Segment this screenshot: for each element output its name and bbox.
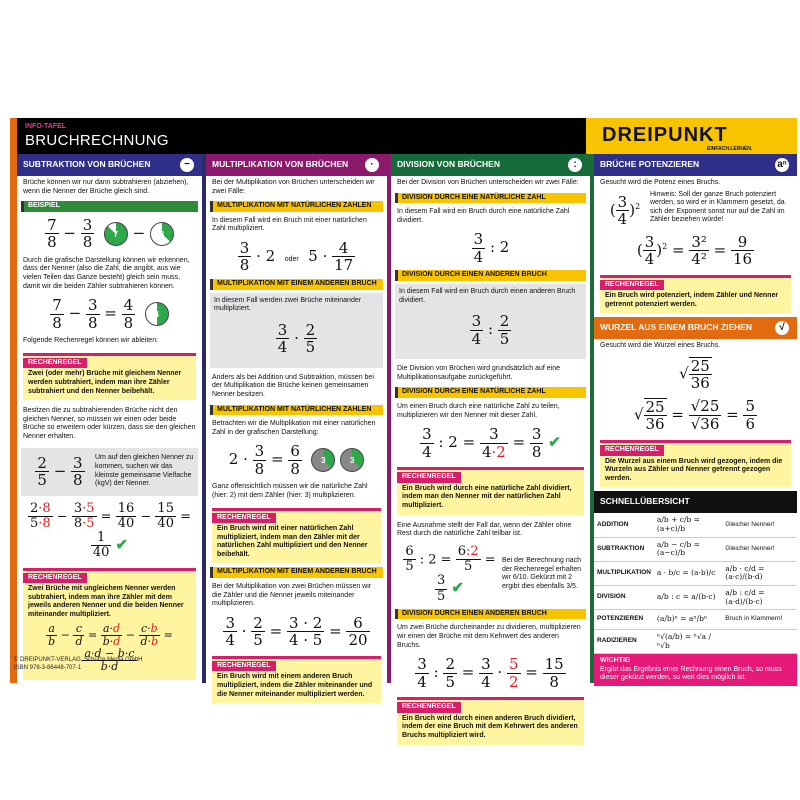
column-subtraction <box>17 154 206 683</box>
intro-text: Gesucht wird die Wurzel eines Bruchs. <box>600 342 721 350</box>
rule-text: Ein Bruch wird durch eine natürliche Zahl dividiert, indem man den Nenner mit der natürlichen Zahl multipliziert. <box>402 484 572 509</box>
rule-title: RECHENREGEL <box>212 661 276 672</box>
subsection-title: MULTIPLIKATION MIT EINEM ANDEREN BRUCH <box>210 279 383 290</box>
rule-text: Ein Bruch wird mit einem anderen Bruch multipliziert, indem die Zähler miteinander und die Nenner miteinander multipliziert werden. <box>217 673 373 698</box>
check-icon: ✔ <box>451 578 464 597</box>
formula: a/b − c/b = (a−c)/b <box>654 537 722 561</box>
sheet-tag: INFO-TAFEL <box>25 123 67 130</box>
gray-box: In diesem Fall werden zwei Brüche miteinander multipliziert. $\frac{3}{4}$ · $\frac{2}{5}$ <box>210 293 383 368</box>
copyright: © DREIPUNKT-VERLAG, Schulze Media GmbH <box>14 657 143 663</box>
important-title: WICHTIG <box>600 657 631 665</box>
example-label: BEISPIEL <box>21 201 198 212</box>
kgv-example: $\frac{2}{5}$ − $\frac{3}{8}$ Um auf den gleichen Nenner zu kommen, suchen wir das kleinste gemeinsame Vielfache (kgV) der Nenner. <box>21 448 198 496</box>
rule-text: Ein Bruch wird mit einer natürlichen Zahl multipliziert, indem man den Zähler mit der natürlichen Zahl multipliziert und den Nenner beibehält. <box>217 525 368 558</box>
rule-title: RECHENREGEL <box>600 280 664 291</box>
subsection-text: Betrachten wir die Multiplikation mit einer natürlichen Zahl in der grafischen Darstellung: <box>212 420 376 436</box>
subsection-text: Bei der Multiplikation von zwei Brüchen müssen wir die Zähler und die Nenner jeweils miteinander multiplizieren. <box>212 583 372 608</box>
exception-text: Eine Ausnahme stellt der Fall dar, wenn der Zähler ohne Rest durch die natürliche Zahl teilbar ist. <box>397 521 572 538</box>
subsection-text: In diesem Fall wird ein Bruch durch eine natürliche Zahl dividiert. <box>397 208 570 224</box>
formula: $\frac{3}{4}$ : 2 = $\frac{3}{4\cdot 2}$ = $\frac{3}{8}$ ✔ <box>422 425 561 461</box>
subsection-title: DIVISION DURCH EINEN ANDEREN BRUCH <box>395 270 586 281</box>
kgv-text: Um auf den gleichen Nenner zu kommen, suchen wir das kleinste gemeinsame Vielfache (kgV) der Nenner. <box>95 454 194 488</box>
column-multiplication <box>206 154 391 698</box>
root-formula: √ $\frac{25}{36}$ <box>679 356 710 393</box>
row-label: POTENZIEREN <box>594 610 654 630</box>
check-icon: ✔ <box>548 433 561 452</box>
pie-chart-icon: 3 <box>311 448 335 472</box>
rule-text: Ein Bruch wird potenziert, indem Zähler und Nenner getrennt potenziert werden. <box>605 292 779 308</box>
kgv-formula: $\frac{2\cdot 8}{5\cdot 8}$ − $\frac{3\cdot 5}{8\cdot 5}$ = $\frac{16}{40}$ − $\frac{15}{40}$ = $\frac{1}{40}$ ✔ <box>29 500 191 561</box>
formula: 2 · $\frac{3}{8}$ = $\frac{6}{8}$ 3 3 <box>206 440 387 480</box>
logo-slogan: EINFACH.LERNEN. <box>707 146 753 152</box>
table-row <box>594 537 797 561</box>
formula: ⁿ√(a/b) = ⁿ√a / ⁿ√b <box>654 630 722 654</box>
pie-chart-icon: 7 <box>104 222 128 246</box>
table-row <box>594 513 797 537</box>
formula: (a/b)ⁿ = aⁿ/bⁿ <box>654 610 722 630</box>
pie-chart-icon: 3 <box>340 448 364 472</box>
example-formula: $\frac{7}{8}$ − $\frac{3}{8}$ 7 − 3 <box>17 214 202 254</box>
summary-table <box>594 513 797 654</box>
rule-box <box>212 656 381 703</box>
rule-text: Ein Bruch wird durch einen anderen Bruch dividiert, indem der eine Bruch mit dem Kehrwert des anderen Bruchs multipliziert wird. <box>402 714 578 740</box>
intro-text: Bei der Division von Brüchen unterscheiden wir zwei Fälle: <box>397 179 579 186</box>
rule-title: RECHENREGEL <box>397 472 461 483</box>
sheet-title: BRUCHRECHNUNG <box>25 132 169 149</box>
note-text: Ganz offensichtlich müssen wir die natürliche Zahl (hier: 2) mit dem Zähler (hier: 3) multiplizieren. <box>212 483 368 499</box>
formula: $\frac{3}{4}$ · $\frac{2}{5}$ = $\frac{3 \cdot 2}{4 \cdot 5}$ = $\frac{6}{20}$ <box>225 613 368 650</box>
section-title: DIVISION VON BRÜCHEN <box>397 159 500 169</box>
section-title: BRÜCHE POTENZIEREN <box>600 159 700 169</box>
power-formula: ( $\frac{3}{4}$ )$^2$ = $\frac{\text{3²}}{\text{4²}}$ = $\frac{9}{16}$ <box>636 232 753 269</box>
formula: $\frac{3}{4}$ : 2 <box>473 230 510 266</box>
row-label: DIVISION <box>594 585 654 609</box>
row-label: ADDITION <box>594 513 654 537</box>
hint-text: Hinweis: Soll der ganze Bruch potenziert werden, so wird er in Klammern gesetzt, da sich der Exponent sonst nur auf die Zahl im Zähler beziehen würde! <box>650 190 785 224</box>
rule-title: RECHENREGEL <box>600 445 664 456</box>
section-header <box>17 154 202 176</box>
formula: $\frac{3}{8}$ · 2 oder 5 · $\frac{4}{17}$ <box>239 238 354 275</box>
or-text: oder <box>284 255 299 263</box>
subsection-title: DIVISION DURCH EINEN ANDEREN BRUCH <box>395 609 586 620</box>
intro-text: Gesucht wird die Potenz eines Bruchs. <box>600 179 721 186</box>
row-note: Gleicher Nenner! <box>722 537 797 561</box>
subsection-text: In diesem Fall wird ein Bruch durch einen anderen Bruch dividiert. <box>399 287 576 304</box>
rule-title: RECHENREGEL <box>23 573 87 584</box>
section-header <box>594 154 797 176</box>
subsection-title: MULTIPLIKATION MIT EINEM ANDEREN BRUCH <box>210 567 383 578</box>
root-result-formula: √ $\frac{25}{36}$ = $\frac{√25}{√36}$ = $\frac{5}{6}$ <box>633 397 756 434</box>
formula: a/b + c/b = (a+c)/b <box>654 513 722 537</box>
colon-icon: : <box>568 158 582 172</box>
different-denominator-text: Besitzen die zu subtrahierenden Brüche nicht den gleichen Nenner, so müssen wir einen oder beide Brüche so erweitern oder kürzen, dass sie den gleichen Nenner erhalten. <box>23 407 196 440</box>
pie-chart-icon: 3 <box>150 222 174 246</box>
intro-text: Brüche können wir nur dann subtrahieren (abziehen), wenn die Nenner der Brüche gleich sind. <box>23 179 189 195</box>
minus-icon: − <box>180 158 194 172</box>
rule-box: RECHENREGEL Zwei Brüche mit ungleichem Nenner werden subtrahiert, indem man ihre Zähler mit dem jeweils anderen Nenner und die beiden Nenner miteinander multipliziert. $\frac{a}{b}$ − $\frac{c}{d}$ = $\frac{a\cdot d}{b\cdot d}$ − $\frac{c\cdot b}{d\cdot b}$ = $\frac{a\cdot d - b\cdot c}{b\cdot d}$ <box>23 568 196 680</box>
pie-chart-icon: 4 <box>145 302 169 326</box>
rule-box <box>23 353 196 400</box>
rule-title: RECHENREGEL <box>23 358 87 369</box>
derive-text: Folgende Rechenregel können wir ableiten: <box>23 337 159 345</box>
row-note <box>722 630 797 654</box>
intro-text: Bei der Multiplikation von Brüchen unterscheiden wir zwei Fälle: <box>212 179 375 195</box>
section-header <box>594 317 797 339</box>
subsection-text: In diesem Fall werden zwei Brüche miteinander multipliziert. <box>214 296 362 313</box>
row-note: Gleicher Nenner! <box>722 513 797 537</box>
exception-note: Bei der Berechnung nach der Rechenregel erhalten wir 6/10. Gekürzt mit 2 ergibt dies ebenfalls 3/5. <box>502 557 581 590</box>
section-header <box>391 154 590 176</box>
rule-text: Zwei (oder mehr) Brüche mit gleichem Nenner werden subtrahiert, indem man ihre Zähler subtrahiert und den Nenner beibehält. <box>28 370 182 395</box>
root-icon: √ <box>775 321 789 335</box>
rule-title: RECHENREGEL <box>212 513 276 524</box>
rule-box <box>397 467 584 514</box>
table-row <box>594 610 797 630</box>
important-text: Ergibt das Ergebnis einer Rechnung einen Bruch, so muss dieser gekürzt werden, so weit dies möglich ist. <box>600 665 782 682</box>
subsection-title: MULTIPLIKATION MIT NATÜRLICHEN ZAHLEN <box>210 201 383 212</box>
subsection-text: In diesem Fall wird ein Bruch mit einer natürlichen Zahl multipliziert. <box>212 216 367 233</box>
subsection-text: Um einen Bruch durch eine natürliche Zahl zu teilen, multiplizieren wir den Nenner mit dieser Zahl. <box>397 402 560 419</box>
rule-box <box>600 275 791 314</box>
info-sheet <box>10 118 790 740</box>
formula: a · b/c = (a·b)/c <box>654 561 722 585</box>
gray-box: In diesem Fall wird ein Bruch durch einen anderen Bruch dividiert. $\frac{3}{4}$ : $\frac{2}{5}$ <box>395 284 586 359</box>
exception-example: $\frac{6}{5}$ : 2 = $\frac{6:2}{5}$ = $\frac{3}{5}$ ✔ Bei der Berechnung nach der Rechenregel erhalten wir 6/10. Gekürzt mit 2 ergibt dies ebenfalls 3/5. <box>391 542 590 607</box>
title-bar <box>17 118 797 154</box>
formula: a/b · c/d = (a·c)/(b·d) <box>722 561 797 585</box>
subsection-title: MULTIPLIKATION MIT NATÜRLICHEN ZAHLEN <box>210 405 383 416</box>
publisher-logo <box>586 118 797 154</box>
table-row <box>594 630 797 654</box>
row-label: SUBTRAKTION <box>594 537 654 561</box>
important-box <box>594 654 797 686</box>
formula: $\frac{3}{4}$ : $\frac{2}{5}$ = $\frac{3}{4}$ · $\frac{5}{2}$ = $\frac{15}{8}$ <box>417 655 564 691</box>
subsection-text: Um zwei Brüche durcheinander zu dividieren, multiplizieren wir einen der Brüche mit dem Kehrwert des anderen Bruchs. <box>397 624 581 649</box>
formula: a/b : c/d = (a·d)/(b·c) <box>722 585 797 609</box>
rule-text: Zwei Brüche mit ungleichem Nenner werden subtrahiert, indem man ihre Zähler mit dem jeweils anderen Nenner und die beiden Nenner miteinander multipliziert. <box>28 585 184 619</box>
section-header <box>594 491 797 513</box>
table-row <box>594 561 797 585</box>
rule-text: Die Wurzel aus einem Bruch wird gezogen, indem die Wurzeln aus Zähler und Nenner getrennt gezogen werden. <box>605 457 783 482</box>
column-powers <box>594 154 797 683</box>
rule-box <box>600 440 791 487</box>
power-icon: aⁿ <box>775 158 789 172</box>
difference-text: Anders als bei Addition und Subtraktion, müssen bei der Multiplikation die Brüche keinen gemeinsamen Nenner besitzen. <box>212 373 374 398</box>
subsection-title: DIVISION DURCH EINE NATÜRLICHE ZAHL <box>395 387 586 398</box>
rule-box <box>397 697 584 744</box>
power-hint: ( $\frac{3}{4}$ )$^2$ Hinweis: Soll der ganze Bruch potenziert werden, so wird er in Klammern gesetzt, da sich der Exponent sonst nur auf die Zahl im Zähler beziehen würde! <box>594 191 797 231</box>
footer <box>14 656 142 672</box>
section-title: SCHNELLÜBERSICHT <box>600 496 690 507</box>
row-label: RADIZIEREN <box>594 630 654 654</box>
row-note: Bruch in Klammern! <box>722 610 797 630</box>
check-icon: ✔ <box>115 535 129 554</box>
formula: a/b : c = a/(b·c) <box>654 585 722 609</box>
section-header <box>206 154 387 176</box>
section-title: WURZEL AUS EINEM BRUCH ZIEHEN <box>600 322 753 333</box>
isbn: ISBN 978-3-86448-707-1 <box>14 665 82 671</box>
explain-text: Durch die grafische Darstellung können wir erkennen, dass der Nenner (also die Zahl, die angibt, aus wie vielen Teilen das Ganze besteht) gleich sein muss, damit wir die beiden Zähler subtrahieren können. <box>23 256 190 290</box>
column-division <box>391 154 594 740</box>
subsection-title: DIVISION DURCH EINE NATÜRLICHE ZAHL <box>395 193 586 204</box>
section-title: MULTIPLIKATION VON BRÜCHEN <box>212 159 349 169</box>
result-formula: $\frac{7}{8}$ − $\frac{3}{8}$ = $\frac{4}{8}$ 4 <box>17 294 202 334</box>
division-back-text: Die Division von Brüchen wird grundsätzlich auf eine Multiplikationsaufgabe zurückgeführt. <box>397 365 561 381</box>
logo-name: DREIPUNKT <box>602 124 728 146</box>
row-label: MULTIPLIKATION <box>594 561 654 585</box>
dot-icon: · <box>365 158 379 172</box>
table-row <box>594 585 797 609</box>
rule-title: RECHENREGEL <box>397 702 461 713</box>
rule-box <box>212 508 381 564</box>
section-title: SUBTRAKTION VON BRÜCHEN <box>23 159 151 169</box>
